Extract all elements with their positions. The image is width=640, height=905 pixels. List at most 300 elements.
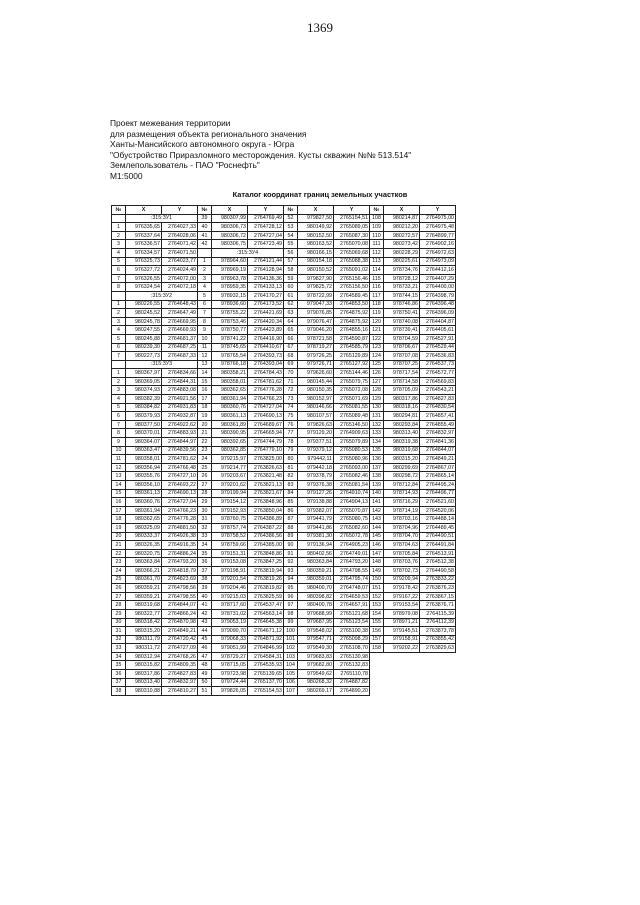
table-row: [112, 300, 456, 309]
x-coordinate: 980294,81: [384, 412, 420, 421]
y-coordinate: 2763848,96: [248, 498, 284, 507]
x-coordinate: 978979,08: [384, 609, 420, 618]
point-number: 120: [370, 317, 384, 326]
empty-cell: [370, 687, 384, 696]
point-number: 6: [112, 343, 126, 352]
y-coordinate: 2765081,54: [334, 481, 370, 490]
x-coordinate: 980398,82: [298, 592, 334, 601]
x-coordinate: 980356,94: [126, 463, 162, 472]
x-coordinate: 979178,42: [384, 584, 420, 593]
x-coordinate: 980146,66: [298, 403, 334, 412]
point-number: 65: [284, 326, 298, 335]
table-row: [112, 377, 456, 386]
y-coordinate: 2764584,31: [248, 652, 284, 661]
y-coordinate: 2764834,66: [162, 369, 198, 378]
column-header-x: X: [298, 206, 334, 215]
point-number: 10: [112, 446, 126, 455]
table-row: [112, 618, 456, 627]
y-coordinate: 2764404,87: [420, 317, 456, 326]
y-coordinate: 2764569,83: [420, 377, 456, 386]
x-coordinate: 978750,41: [384, 309, 420, 318]
y-coordinate: 2765098,29: [334, 635, 370, 644]
y-coordinate: 2764827,83: [162, 670, 198, 679]
y-coordinate: 2764857,41: [420, 412, 456, 421]
x-coordinate: 979053,19: [212, 618, 248, 627]
y-coordinate: 2764024,49: [162, 266, 198, 275]
column-header-y: Y: [334, 206, 370, 215]
point-number: 98: [284, 609, 298, 618]
y-coordinate: 2764687,33: [162, 352, 198, 361]
point-number: 141: [370, 498, 384, 507]
x-coordinate: 978706,67: [384, 343, 420, 352]
x-coordinate: 980319,68: [126, 601, 162, 610]
y-coordinate: 2764690,13: [162, 489, 198, 498]
table-row: [112, 455, 456, 464]
y-coordinate: 2763826,63: [248, 463, 284, 472]
header-line-project: Проект межевания территории: [110, 118, 231, 128]
x-coordinate: 978755,22: [212, 309, 248, 318]
x-coordinate: 979068,33: [212, 635, 248, 644]
y-coordinate: 2763821,13: [248, 481, 284, 490]
x-coordinate: 980299,69: [384, 463, 420, 472]
y-coordinate: 2764410,67: [248, 343, 284, 352]
point-number: 130: [370, 403, 384, 412]
point-number: 47: [198, 652, 212, 661]
x-coordinate: 980366,21: [126, 566, 162, 575]
empty-cell: [420, 661, 456, 670]
x-coordinate: 978733,21: [384, 283, 420, 292]
point-number: 102: [284, 644, 298, 653]
x-coordinate: 980154,18: [298, 257, 334, 266]
point-number: 80: [284, 455, 298, 464]
y-coordinate: 2764407,29: [420, 274, 456, 283]
y-coordinate: 2764766,48: [162, 463, 198, 472]
y-coordinate: 2763819,94: [248, 566, 284, 575]
coordinates-table: [111, 205, 456, 696]
point-number: 139: [370, 481, 384, 490]
table-row: [112, 438, 456, 447]
y-coordinate: 2765079,75: [334, 377, 370, 386]
x-coordinate: 979076,85: [298, 309, 334, 318]
y-coordinate: 2764748,07: [334, 584, 370, 593]
x-coordinate: 978936,60: [212, 300, 248, 309]
x-coordinate: 980374,93: [126, 386, 162, 395]
x-coordinate: 980361,94: [212, 395, 248, 404]
x-coordinate: 979682,80: [298, 661, 334, 670]
point-number: 7: [198, 309, 212, 318]
y-coordinate: 2764385,00: [248, 541, 284, 550]
y-coordinate: 2764844,97: [162, 438, 198, 447]
y-coordinate: 2764781,62: [162, 455, 198, 464]
table-row: [112, 652, 456, 661]
x-coordinate: 979826,05: [212, 687, 248, 696]
point-number: 156: [370, 627, 384, 636]
point-number: 54: [284, 231, 298, 240]
y-coordinate: 2763819,26: [248, 575, 284, 584]
point-number: 104: [284, 661, 298, 670]
point-number: 63: [284, 309, 298, 318]
y-coordinate: 2764572,77: [420, 369, 456, 378]
y-coordinate: 2763821,67: [248, 489, 284, 498]
x-coordinate: 978731,02: [212, 609, 248, 618]
y-coordinate: 2765091,02: [334, 266, 370, 275]
y-coordinate: 2764875,92: [334, 317, 370, 326]
y-coordinate: 2764905,23: [334, 541, 370, 550]
y-coordinate: 2764727,04: [248, 231, 284, 240]
y-coordinate: 2764832,97: [420, 429, 456, 438]
point-number: 111: [370, 240, 384, 249]
x-coordinate: 979379,12: [298, 446, 334, 455]
section-label: :315:ЗУ2: [126, 291, 198, 300]
y-coordinate: 2764931,83: [162, 403, 198, 412]
x-coordinate: 980361,94: [126, 506, 162, 515]
y-coordinate: 2764647,49: [162, 309, 198, 318]
point-number: 64: [284, 317, 298, 326]
table-row: [112, 326, 456, 335]
x-coordinate: 979726,71: [298, 360, 334, 369]
x-coordinate: 980362,85: [212, 446, 248, 455]
point-number: 51: [198, 687, 212, 696]
x-coordinate: 979145,51: [384, 627, 420, 636]
empty-cell: [370, 678, 384, 687]
x-coordinate: 979724,44: [212, 678, 248, 687]
y-coordinate: 2764846,99: [248, 644, 284, 653]
point-number: 23: [198, 446, 212, 455]
x-coordinate: 979827,90: [298, 274, 334, 283]
x-coordinate: 979201,54: [212, 575, 248, 584]
point-number: 2: [198, 266, 212, 275]
y-coordinate: 2764537,47: [248, 601, 284, 610]
x-coordinate: 979723,98: [212, 670, 248, 679]
point-number: 128: [370, 386, 384, 395]
point-number: 68: [284, 352, 298, 361]
point-number: 49: [198, 670, 212, 679]
point-number: 42: [198, 609, 212, 618]
y-coordinate: 2765108,70: [334, 644, 370, 653]
point-number: 28: [112, 601, 126, 610]
x-coordinate: 978703,76: [384, 558, 420, 567]
point-number: 83: [284, 481, 298, 490]
table-row: [112, 609, 456, 618]
x-coordinate: 980358,01: [212, 377, 248, 386]
point-number: 36: [112, 670, 126, 679]
point-number: 121: [370, 326, 384, 335]
y-coordinate: 2765089,05: [334, 223, 370, 232]
x-coordinate: 980359,21: [126, 592, 162, 601]
point-number: 119: [370, 309, 384, 318]
y-coordinate: 2764513,91: [420, 549, 456, 558]
table-row: [112, 532, 456, 541]
point-number: 4: [112, 395, 126, 404]
x-coordinate: 980166,15: [298, 248, 334, 257]
x-coordinate: 979152,93: [212, 506, 248, 515]
document-header: [110, 118, 570, 181]
y-coordinate: 2764776,28: [248, 386, 284, 395]
y-coordinate: 2764112,39: [420, 618, 456, 627]
point-number: 13: [198, 360, 212, 369]
x-coordinate: 980333,37: [126, 532, 162, 541]
point-number: 9: [112, 438, 126, 447]
section-number-cell: [198, 248, 212, 257]
point-number: 150: [370, 575, 384, 584]
x-coordinate: 980317,86: [126, 670, 162, 679]
point-number: 135: [370, 446, 384, 455]
point-number: 34: [198, 541, 212, 550]
point-number: 22: [112, 549, 126, 558]
point-number: 123: [370, 343, 384, 352]
point-number: 20: [112, 532, 126, 541]
y-coordinate: 2764832,97: [162, 678, 198, 687]
column-header-x: X: [212, 206, 248, 215]
point-number: 107: [284, 687, 298, 696]
point-number: 8: [112, 283, 126, 292]
x-coordinate: 980356,10: [126, 481, 162, 490]
point-number: 106: [284, 678, 298, 687]
point-number: 3: [198, 274, 212, 283]
x-coordinate: 980306,72: [212, 231, 248, 240]
point-number: 41: [198, 231, 212, 240]
point-number: 149: [370, 566, 384, 575]
x-coordinate: 980359,21: [298, 566, 334, 575]
x-coordinate: 978971,21: [384, 618, 420, 627]
x-coordinate: 976336,57: [126, 240, 162, 249]
x-coordinate: 979442,11: [298, 455, 334, 464]
table-row: [112, 635, 456, 644]
y-coordinate: 2764423,89: [248, 326, 284, 335]
y-coordinate: 2764393,04: [248, 360, 284, 369]
y-coordinate: 2765081,55: [334, 403, 370, 412]
x-coordinate: 980163,52: [298, 240, 334, 249]
y-coordinate: 2764793,20: [162, 558, 198, 567]
x-coordinate: 978969,19: [212, 266, 248, 275]
point-number: 122: [370, 334, 384, 343]
point-number: 35: [198, 549, 212, 558]
y-coordinate: 2764405,61: [420, 326, 456, 335]
y-coordinate: 2765146,50: [334, 420, 370, 429]
x-coordinate: 978714,93: [384, 489, 420, 498]
x-coordinate: 978704,59: [384, 334, 420, 343]
y-coordinate: 2764396,48: [420, 300, 456, 309]
y-coordinate: 2764072,18: [162, 283, 198, 292]
point-number: 23: [112, 558, 126, 567]
header-line-scale: М1:5000: [110, 170, 143, 181]
y-coordinate: 2764875,92: [334, 309, 370, 318]
x-coordinate: 978722,99: [298, 291, 334, 300]
table-row: [112, 644, 456, 653]
point-number: 94: [284, 575, 298, 584]
x-coordinate: 980312,94: [126, 652, 162, 661]
point-number: 93: [284, 566, 298, 575]
y-coordinate: 2764421,69: [248, 309, 284, 318]
column-header-number: №: [112, 206, 126, 215]
y-coordinate: 2765137,70: [248, 678, 284, 687]
x-coordinate: 980298,72: [384, 472, 420, 481]
x-coordinate: 979688,99: [298, 609, 334, 618]
point-number: 18: [112, 515, 126, 524]
table-row: [112, 627, 456, 636]
point-number: 29: [112, 609, 126, 618]
point-number: 109: [370, 223, 384, 232]
x-coordinate: 979158,91: [384, 635, 420, 644]
y-coordinate: 2764844,07: [162, 601, 198, 610]
point-number: 96: [284, 592, 298, 601]
table-row: [112, 343, 456, 352]
y-coordinate: 2765069,68: [334, 248, 370, 257]
y-coordinate: 2765139,65: [248, 670, 284, 679]
y-coordinate: 2764975,00: [420, 214, 456, 223]
y-coordinate: 2764590,87: [334, 334, 370, 343]
x-coordinate: 980364,07: [126, 438, 162, 447]
point-number: 126: [370, 369, 384, 378]
y-coordinate: 2765156,46: [334, 274, 370, 283]
y-coordinate: 2764396,09: [420, 309, 456, 318]
y-coordinate: 2764659,53: [334, 592, 370, 601]
point-number: 29: [198, 498, 212, 507]
x-coordinate: 980361,89: [212, 420, 248, 429]
table-row: [112, 257, 456, 266]
x-coordinate: 980272,57: [384, 231, 420, 240]
x-coordinate: 980269,17: [298, 687, 334, 696]
point-number: 72: [284, 386, 298, 395]
x-coordinate: 980306,73: [212, 223, 248, 232]
y-coordinate: 2764798,55: [162, 592, 198, 601]
x-coordinate: 980367,97: [126, 369, 162, 378]
table-row: [112, 549, 456, 558]
y-coordinate: 2763873,78: [420, 627, 456, 636]
y-coordinate: 2763848,86: [248, 549, 284, 558]
x-coordinate: 979204,46: [212, 584, 248, 593]
point-number: 75: [284, 412, 298, 421]
column-header-x: X: [384, 206, 420, 215]
point-number: 38: [198, 575, 212, 584]
x-coordinate: 980313,40: [126, 678, 162, 687]
y-coordinate: 2764420,34: [248, 317, 284, 326]
x-coordinate: 976324,54: [126, 283, 162, 292]
header-line-object: "Обустройство Приразломного месторождения. Кусты скважин №№ 513.514": [110, 149, 412, 160]
section-label: :315:ЗУ1: [126, 214, 198, 223]
point-number: 87: [284, 515, 298, 524]
x-coordinate: 978739,41: [384, 326, 420, 335]
y-coordinate: 2764072,00: [162, 274, 198, 283]
point-number: 76: [284, 420, 298, 429]
point-number: 7: [112, 274, 126, 283]
section-number-cell: [112, 214, 126, 223]
x-coordinate: 979687,95: [298, 618, 334, 627]
table-row: [112, 584, 456, 593]
y-coordinate: 2764798,56: [162, 584, 198, 593]
x-coordinate: 979215,97: [212, 455, 248, 464]
table-row: [112, 472, 456, 481]
point-number: 39: [198, 214, 212, 223]
x-coordinate: 980379,93: [126, 412, 162, 421]
y-coordinate: 2764870,98: [162, 618, 198, 627]
y-coordinate: 2764890,20: [334, 687, 370, 696]
point-number: 27: [198, 481, 212, 490]
point-number: 158: [370, 644, 384, 653]
point-number: 74: [284, 403, 298, 412]
y-coordinate: 2764028,06: [162, 231, 198, 240]
x-coordinate: 980363,47: [126, 446, 162, 455]
table-row: [112, 592, 456, 601]
x-coordinate: 980315,20: [384, 455, 420, 464]
point-number: 36: [198, 558, 212, 567]
table-row: [112, 334, 456, 343]
x-coordinate: 980360,76: [212, 403, 248, 412]
y-coordinate: 2764648,43: [162, 300, 198, 309]
x-coordinate: 978740,08: [384, 317, 420, 326]
y-coordinate: 2764690,13: [248, 412, 284, 421]
empty-cell: [370, 670, 384, 679]
point-number: 4: [112, 326, 126, 335]
y-coordinate: 2764488,14: [420, 515, 456, 524]
point-number: 133: [370, 429, 384, 438]
y-coordinate: 2764776,28: [162, 515, 198, 524]
point-number: 101: [284, 635, 298, 644]
point-number: 117: [370, 291, 384, 300]
point-number: 71: [284, 377, 298, 386]
section-number-cell: [112, 291, 126, 300]
x-coordinate: 978746,86: [384, 300, 420, 309]
y-coordinate: 2764657,91: [334, 601, 370, 610]
table-row: [112, 283, 456, 292]
point-number: 60: [284, 283, 298, 292]
point-number: 33: [112, 644, 126, 653]
y-coordinate: 2765093,00: [334, 463, 370, 472]
point-number: 134: [370, 438, 384, 447]
y-coordinate: 2765144,46: [334, 369, 370, 378]
table-row: [112, 498, 456, 507]
y-coordinate: 2764844,07: [420, 446, 456, 455]
x-coordinate: 980306,75: [212, 240, 248, 249]
y-coordinate: 2765100,38: [334, 627, 370, 636]
point-number: 95: [284, 584, 298, 593]
x-coordinate: 978704,70: [384, 532, 420, 541]
point-number: 57: [284, 257, 298, 266]
y-coordinate: 2764115,39: [420, 609, 456, 618]
point-number: 144: [370, 523, 384, 532]
x-coordinate: 980152,50: [298, 231, 334, 240]
point-number: 154: [370, 609, 384, 618]
x-coordinate: 979129,20: [298, 429, 334, 438]
x-coordinate: 980359,21: [126, 584, 162, 593]
x-coordinate: 979209,94: [384, 575, 420, 584]
point-number: 69: [284, 360, 298, 369]
table-row: [112, 369, 456, 378]
x-coordinate: 978932,15: [212, 291, 248, 300]
x-coordinate: 980307,99: [212, 214, 248, 223]
empty-cell: [384, 670, 420, 679]
x-coordinate: 978760,75: [212, 515, 248, 524]
empty-cell: [384, 652, 420, 661]
point-number: 137: [370, 463, 384, 472]
y-coordinate: 2763855,42: [420, 635, 456, 644]
point-number: 73: [284, 395, 298, 404]
table-row: [112, 240, 456, 249]
table-row: [112, 541, 456, 550]
point-number: 77: [284, 429, 298, 438]
y-coordinate: 2764902,16: [420, 240, 456, 249]
empty-cell: [384, 678, 420, 687]
y-coordinate: 2764749,01: [334, 549, 370, 558]
x-coordinate: 979549,30: [298, 644, 334, 653]
y-coordinate: 2764728,12: [248, 223, 284, 232]
point-number: 115: [370, 274, 384, 283]
x-coordinate: 980384,82: [126, 403, 162, 412]
y-coordinate: 2765132,83: [334, 661, 370, 670]
y-coordinate: 2764881,50: [162, 523, 198, 532]
y-coordinate: 2764744,79: [248, 438, 284, 447]
y-coordinate: 2764543,21: [420, 386, 456, 395]
